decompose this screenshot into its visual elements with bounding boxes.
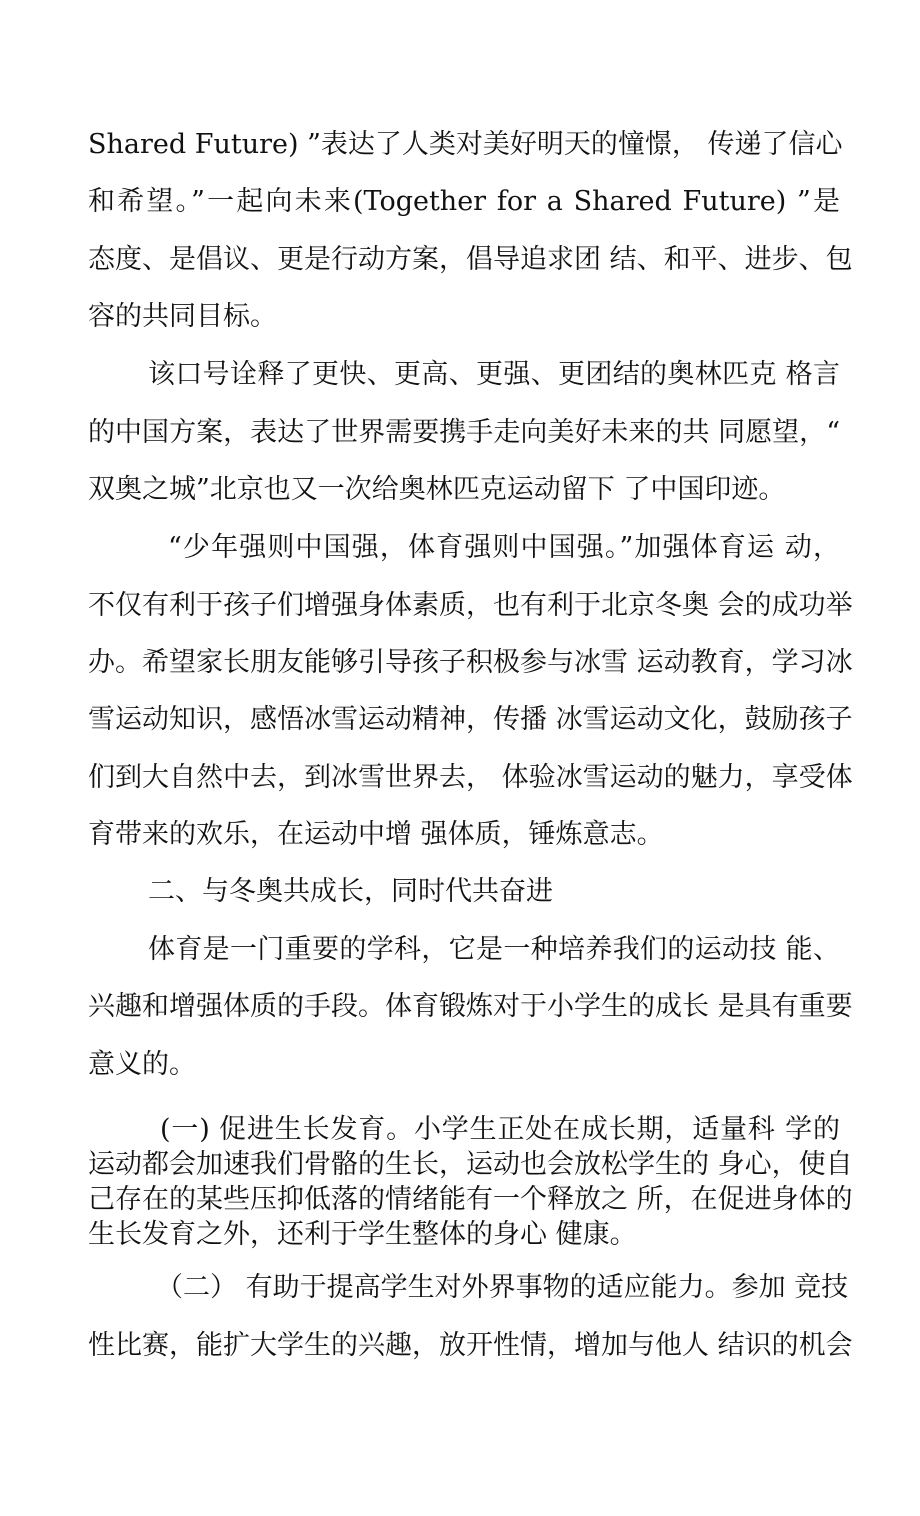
text-line: 意义的。 (88, 1049, 196, 1080)
text-line: 生长发育之外，还利于学生整体的身心 健康。 (88, 1219, 637, 1250)
text-line: 该口号诠释了更快、更高、更强、更团结的奥林匹克 格言 (148, 359, 840, 390)
text-line: 的中国方案，表达了世界需要携手走向美好未来的共 同愿望，“ (88, 417, 840, 448)
text-line: 和希望。”一起向未来(Together for a Shared Future) ”是 (88, 186, 840, 217)
text-line: (一) 促进生长发育。小学生正处在成长期，适量科 学的 (160, 1114, 840, 1145)
text-line: 兴趣和增强体质的手段。体育锻炼对于小学生的成长 是具有重要 (88, 991, 853, 1022)
text-line: “少年强则中国强，体育强则中国强。”加强体育运 动， (168, 532, 840, 563)
text-line: Shared Future) ”表达了人类对美好明天的憧憬， 传递了信心 (88, 129, 843, 160)
text-line: 育带来的欢乐，在运动中增 强体质，锤炼意志。 (88, 819, 664, 850)
text-line: （二） 有助于提高学生对外界事物的适应能力。参加 竞技 (156, 1272, 849, 1303)
section-heading: 二、与冬奥共成长，同时代共奋进 (148, 876, 553, 907)
text-line: 容的共同目标。 (88, 301, 277, 332)
text-line: 们到大自然中去，到冰雪世界去， 体验冰雪运动的魅力，享受体 (88, 762, 853, 793)
text-line: 办。希望家长朋友能够引导孩子积极参与冰雪 运动教育，学习冰 (88, 647, 853, 678)
text-line: 不仅有利于孩子们增强身体素质，也有利于北京冬奥 会的成功举 (88, 590, 853, 621)
text-line: 双奥之城”北京也又一次给奥林匹克运动留下 了中国印迹。 (88, 474, 786, 505)
text-line: 态度、是倡议、更是行动方案，倡导追求团 结、和平、进步、包 (88, 244, 853, 275)
text-line: 运动都会加速我们骨骼的生长，运动也会放松学生的 身心，使自 (88, 1149, 853, 1180)
text-line: 雪运动知识，感悟冰雪运动精神，传播 冰雪运动文化，鼓励孩子 (88, 704, 853, 735)
text-line: 体育是一门重要的学科，它是一种培养我们的运动技 能、 (148, 934, 840, 965)
text-line: 己存在的某些压抑低落的情绪能有一个释放之 所，在促进身体的 (88, 1184, 853, 1215)
text-line: 性比赛，能扩大学生的兴趣，放开性情，增加与他人 结识的机会 (88, 1330, 853, 1361)
